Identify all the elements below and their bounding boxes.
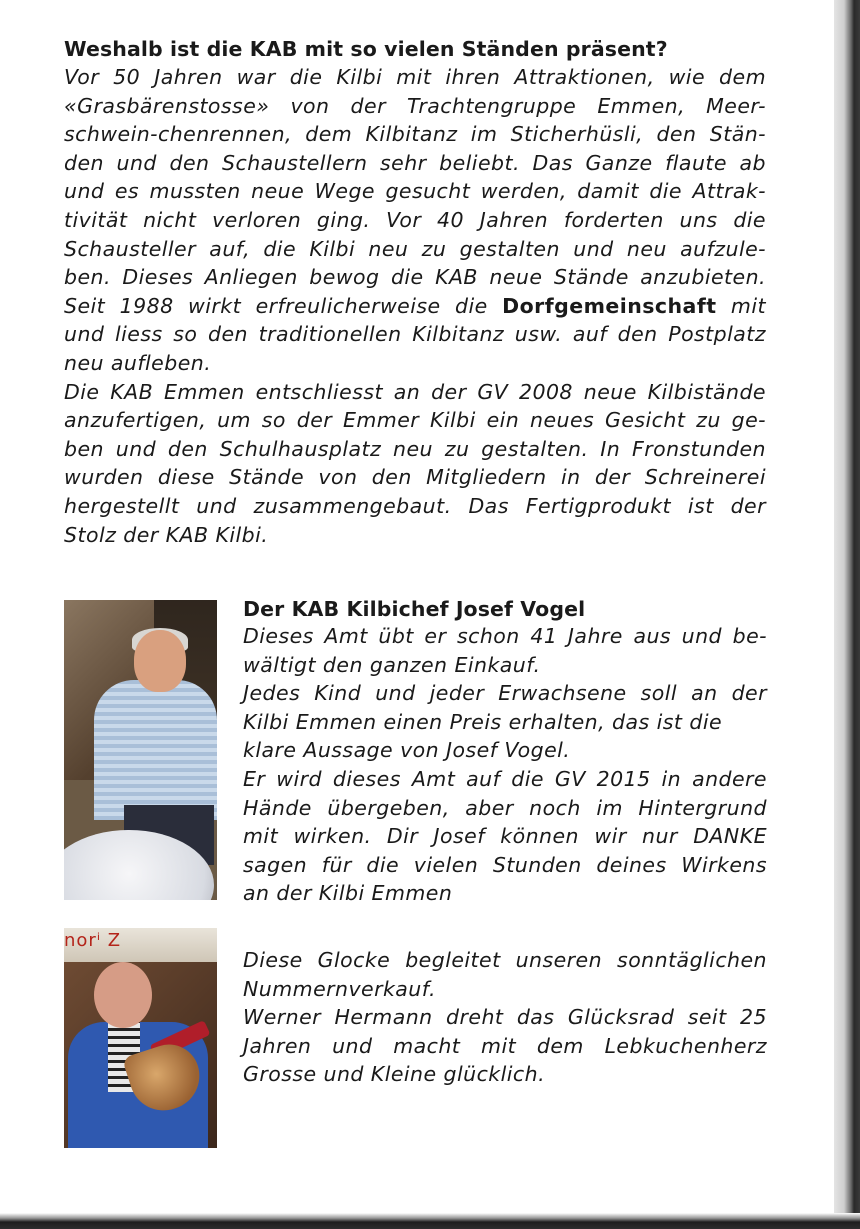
page-edge-shadow	[0, 1213, 860, 1229]
text-line: und liess so den traditionellen Kilbitanz usw. auf den Postplatz	[64, 322, 766, 347]
section1-heading: Weshalb ist die KAB mit so vielen Ständen präsent?	[64, 37, 668, 61]
text-line: Die KAB Emmen entschliesst an der GV 2008 neue Kilbistände	[64, 379, 766, 404]
text-line: und es mussten neue Wege gesucht werden, damit die Attrak-	[64, 179, 766, 204]
text-line: tivität nicht verloren ging. Vor 40 Jahren forderten uns die	[64, 207, 766, 232]
text-line: neu aufleben.	[64, 350, 212, 375]
text-fragment: Seit 1988 wirkt erfreulicherweise die	[64, 293, 503, 318]
text-fragment: mit	[716, 293, 766, 318]
text-line: Er wird dieses Amt auf die GV 2015 in andere	[243, 766, 767, 791]
text-line: den und den Schaustellern sehr beliebt. Das Ganze flaute ab	[64, 150, 766, 175]
section2-heading: Der KAB Kilbichef Josef Vogel	[243, 597, 586, 621]
text-line: Diese Glocke begleitet unseren sonntäglichen	[243, 948, 767, 972]
text-line: Stolz der KAB Kilbi.	[64, 522, 269, 547]
text-line: schwein-chenrennen, dem Kilbitanz im Sticherhüsli, den Stän-	[64, 122, 766, 147]
text-line: Grosse und Kleine glücklich.	[243, 1062, 546, 1087]
text-line: ben und den Schulhausplatz neu zu gestalten. In Fronstunden	[64, 436, 766, 461]
text-line: «Grasbärenstosse» von der Trachtengruppe Emmen, Meer-	[64, 93, 766, 118]
text-line: Hände übergeben, aber noch im Hintergrund	[243, 795, 767, 820]
text-line: an der Kilbi Emmen	[243, 881, 453, 906]
section2-paragraph	[243, 622, 767, 908]
section1-paragraph	[64, 63, 766, 549]
text-line: Jahren und macht mit dem Lebkuchenherz	[243, 1033, 767, 1058]
text-line: Nummernverkauf.	[243, 976, 437, 1001]
text-line: wurden diese Stände von den Mitgliedern in der Schreinerei	[64, 465, 766, 490]
text-line: ben. Dieses Anliegen bewog die KAB neue Stände anzubieten.	[64, 265, 766, 290]
photo-sign-text: norⁱ Z	[64, 930, 122, 951]
text-line: Kilbi Emmen einen Preis erhalten, das ist die	[243, 709, 723, 734]
text-line: sagen für die vielen Stunden deines Wirkens	[243, 852, 767, 877]
text-line: Jedes Kind und jeder Erwachsene soll an der	[243, 681, 767, 706]
text-line: wältigt den ganzen Einkauf.	[243, 652, 541, 677]
text-line: Schausteller auf, die Kilbi neu zu gestalten und neu aufzule-	[64, 236, 766, 261]
photo-josef-vogel	[64, 600, 217, 900]
text-line: hergestellt und zusammengebaut. Das Fertigprodukt ist der	[64, 493, 766, 518]
text-line: Werner Hermann dreht das Glücksrad seit 25	[243, 1005, 767, 1030]
text-line	[64, 292, 766, 321]
text-line: Dieses Amt übt er schon 41 Jahre aus und be-	[243, 624, 767, 648]
photo-werner-hermann-bell	[64, 928, 217, 1148]
text-line: mit wirken. Dir Josef können wir nur DANKE	[243, 824, 767, 849]
text-line: anzufertigen, um so der Emmer Kilbi ein neues Gesicht zu ge-	[64, 408, 766, 433]
page-edge-shadow	[834, 0, 860, 1229]
text-line: Vor 50 Jahren war die Kilbi mit ihren Attraktionen, wie dem	[64, 65, 766, 89]
section3-paragraph	[243, 946, 767, 1089]
bold-term: Dorfgemeinschaft	[502, 293, 717, 318]
text-line: klare Aussage von Josef Vogel.	[243, 738, 571, 763]
